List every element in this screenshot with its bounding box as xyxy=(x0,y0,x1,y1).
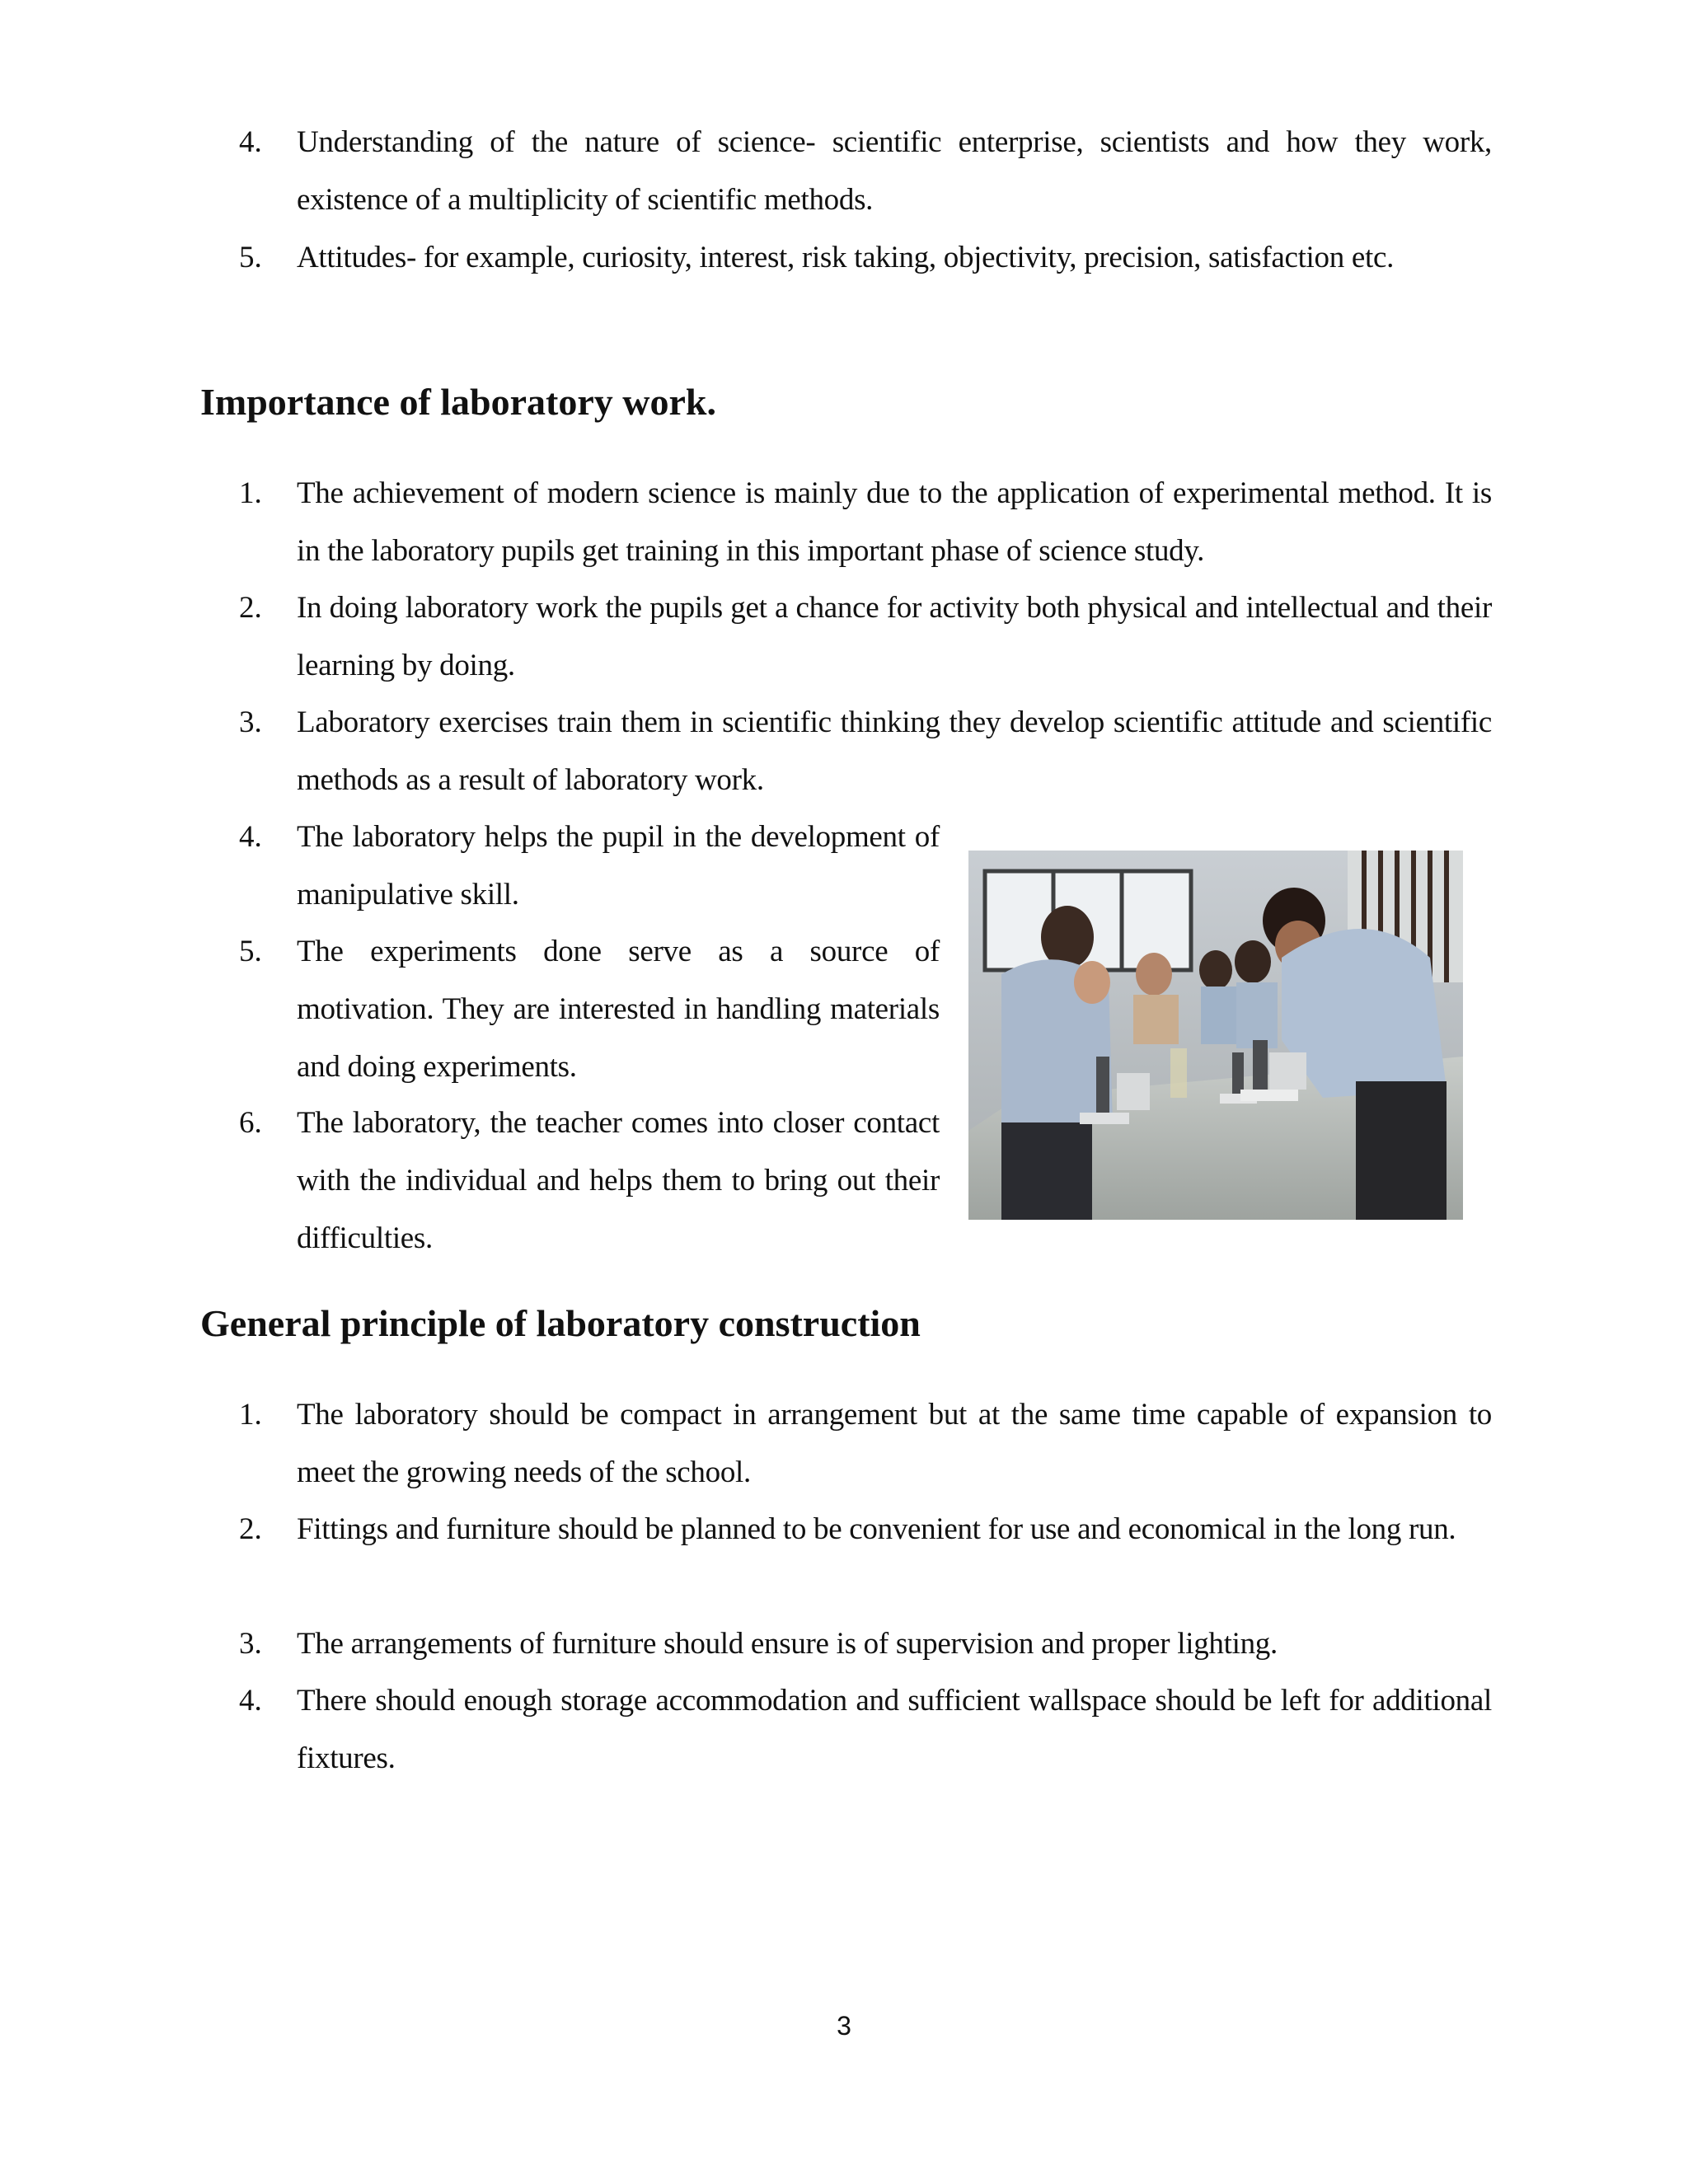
section-heading: General principle of laboratory construction xyxy=(200,1302,921,1344)
list-number: 3. xyxy=(239,705,262,739)
list-text: The laboratory should be compact in arrangement but at the same time capable of expansion to meet the growing needs of the school. xyxy=(297,1398,1492,1489)
list-text: Understanding of the nature of science- scientific enterprise, scientists and how they work, existence of a multiplicity of scientific methods. xyxy=(297,125,1492,217)
list-number: 5. xyxy=(239,935,262,968)
list-number: 6. xyxy=(239,1106,262,1140)
list-text: The laboratory helps the pupil in the development of manipulative skill. xyxy=(297,820,940,912)
list-text: The arrangements of furniture should ensure is of supervision and proper lighting. xyxy=(297,1627,1278,1661)
list-text: In doing laboratory work the pupils get a chance for activity both physical and intellectual and their learning by doing. xyxy=(297,591,1492,682)
list-number: 3. xyxy=(239,1627,262,1661)
list-text: There should enough storage accommodation and sufficient wallspace should be left for additional fixtures. xyxy=(297,1684,1492,1775)
page-number: 3 xyxy=(837,2011,851,2041)
list-number: 5. xyxy=(239,241,262,274)
list-text: The laboratory, the teacher comes into closer contact with the individual and helps them to bring out their difficulties. xyxy=(297,1106,940,1255)
list-text: Laboratory exercises train them in scientific thinking they develop scientific attitude and scientific methods as a result of laboratory work. xyxy=(297,705,1492,797)
list-number: 2. xyxy=(239,591,262,625)
list-number: 4. xyxy=(239,1684,262,1718)
list-text: Attitudes- for example, curiosity, interest, risk taking, objectivity, precision, satisfaction etc. xyxy=(297,241,1395,274)
list-text: Fittings and furniture should be planned to be convenient for use and economical in the long run. xyxy=(297,1512,1456,1546)
section-heading: Importance of laboratory work. xyxy=(200,381,717,423)
list-text: The achievement of modern science is mainly due to the application of experimental method. It is in the laboratory pupils get training in this important phase of science study. xyxy=(297,476,1492,568)
list-number: 1. xyxy=(239,1398,262,1432)
list-number: 4. xyxy=(239,125,262,159)
list-number: 1. xyxy=(239,476,262,510)
list-number: 4. xyxy=(239,820,262,854)
laboratory-photo xyxy=(968,851,1463,1220)
list-number: 2. xyxy=(239,1512,262,1546)
list-text: The experiments done serve as a source of motivation. They are interested in handling materials and doing experiments. xyxy=(297,935,940,1084)
